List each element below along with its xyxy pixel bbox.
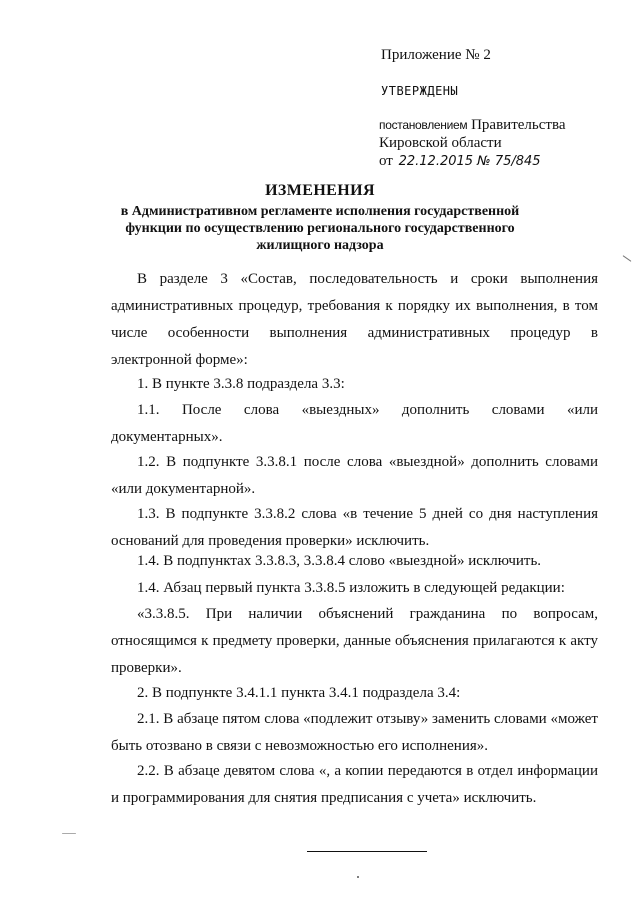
paragraph-item-1-4b: 1.4. Абзац первый пункта 3.3.8.5 изложить в следующей редакции: [137, 580, 565, 596]
document-title: ИЗМЕНЕНИЯ [265, 182, 375, 199]
paragraph-item-2: 2. В подпункте 3.4.1.1 пункта 3.4.1 подраздела 3.4: [137, 685, 461, 701]
paragraph-item-1-4a: 1.4. В подпунктах 3.3.8.3, 3.3.8.4 слово «выездной» исключить. [137, 553, 542, 569]
region-line: Кировской области [379, 135, 502, 151]
paragraph-section-3: В разделе 3 «Состав, последовательность и сроки выполнения административных процедур, требования к порядку их выполнения, в том числе особенности выполнения административных процедур в электронной форме»: [111, 271, 598, 368]
paragraph-item-1-3: 1.3. В подпункте 3.3.8.2 слова «в течение 5 дней со дня наступления оснований для проведения проверки» исключить. [111, 506, 598, 549]
decree-line [379, 117, 566, 134]
paragraph-item-1: 1. В пункте 3.3.8 подраздела 3.3: [137, 376, 345, 392]
paragraph-new-wording: «3.3.8.5. При наличии объяснений гражданина по вопросам, относящимся к предмету проверки, данные объяснения прилагаются к акту проверки». [111, 606, 598, 676]
handwritten-date-number: 22.12.2015 № 75/845 [398, 154, 541, 169]
scan-speck [62, 833, 76, 834]
annex-number: Приложение № 2 [381, 47, 491, 63]
paragraph-item-1-2: 1.2. В подпункте 3.3.8.1 после слова «выездной» дополнить словами «или документарной». [111, 454, 598, 497]
scan-speck [357, 876, 359, 878]
decree-org: Правительства [471, 117, 566, 133]
paragraph-item-2-1: 2.1. В абзаце пятом слова «подлежит отзыву» заменить словами «может быть отозвано в связи с невозможностью его исполнения». [111, 711, 598, 754]
paragraph-item-2-2: 2.2. В абзаце девятом слова «, а копии передаются в отдел информации и программирования для снятия предписания с учета» исключить. [111, 763, 598, 806]
document-subtitle: в Административном регламенте исполнения государственной функции по осуществлению регионального государственного жилищного надзора [120, 204, 520, 253]
closing-rule [307, 851, 427, 852]
date-prefix: от [379, 153, 393, 169]
approved-stamp: УТВЕРЖДЕНЫ [381, 84, 459, 98]
paragraph-item-1-1: 1.1. После слова «выездных» дополнить словами «или документарных». [111, 402, 598, 445]
date-line [379, 153, 541, 170]
scan-speck [623, 255, 632, 262]
decree-word: постановлением [379, 118, 468, 132]
